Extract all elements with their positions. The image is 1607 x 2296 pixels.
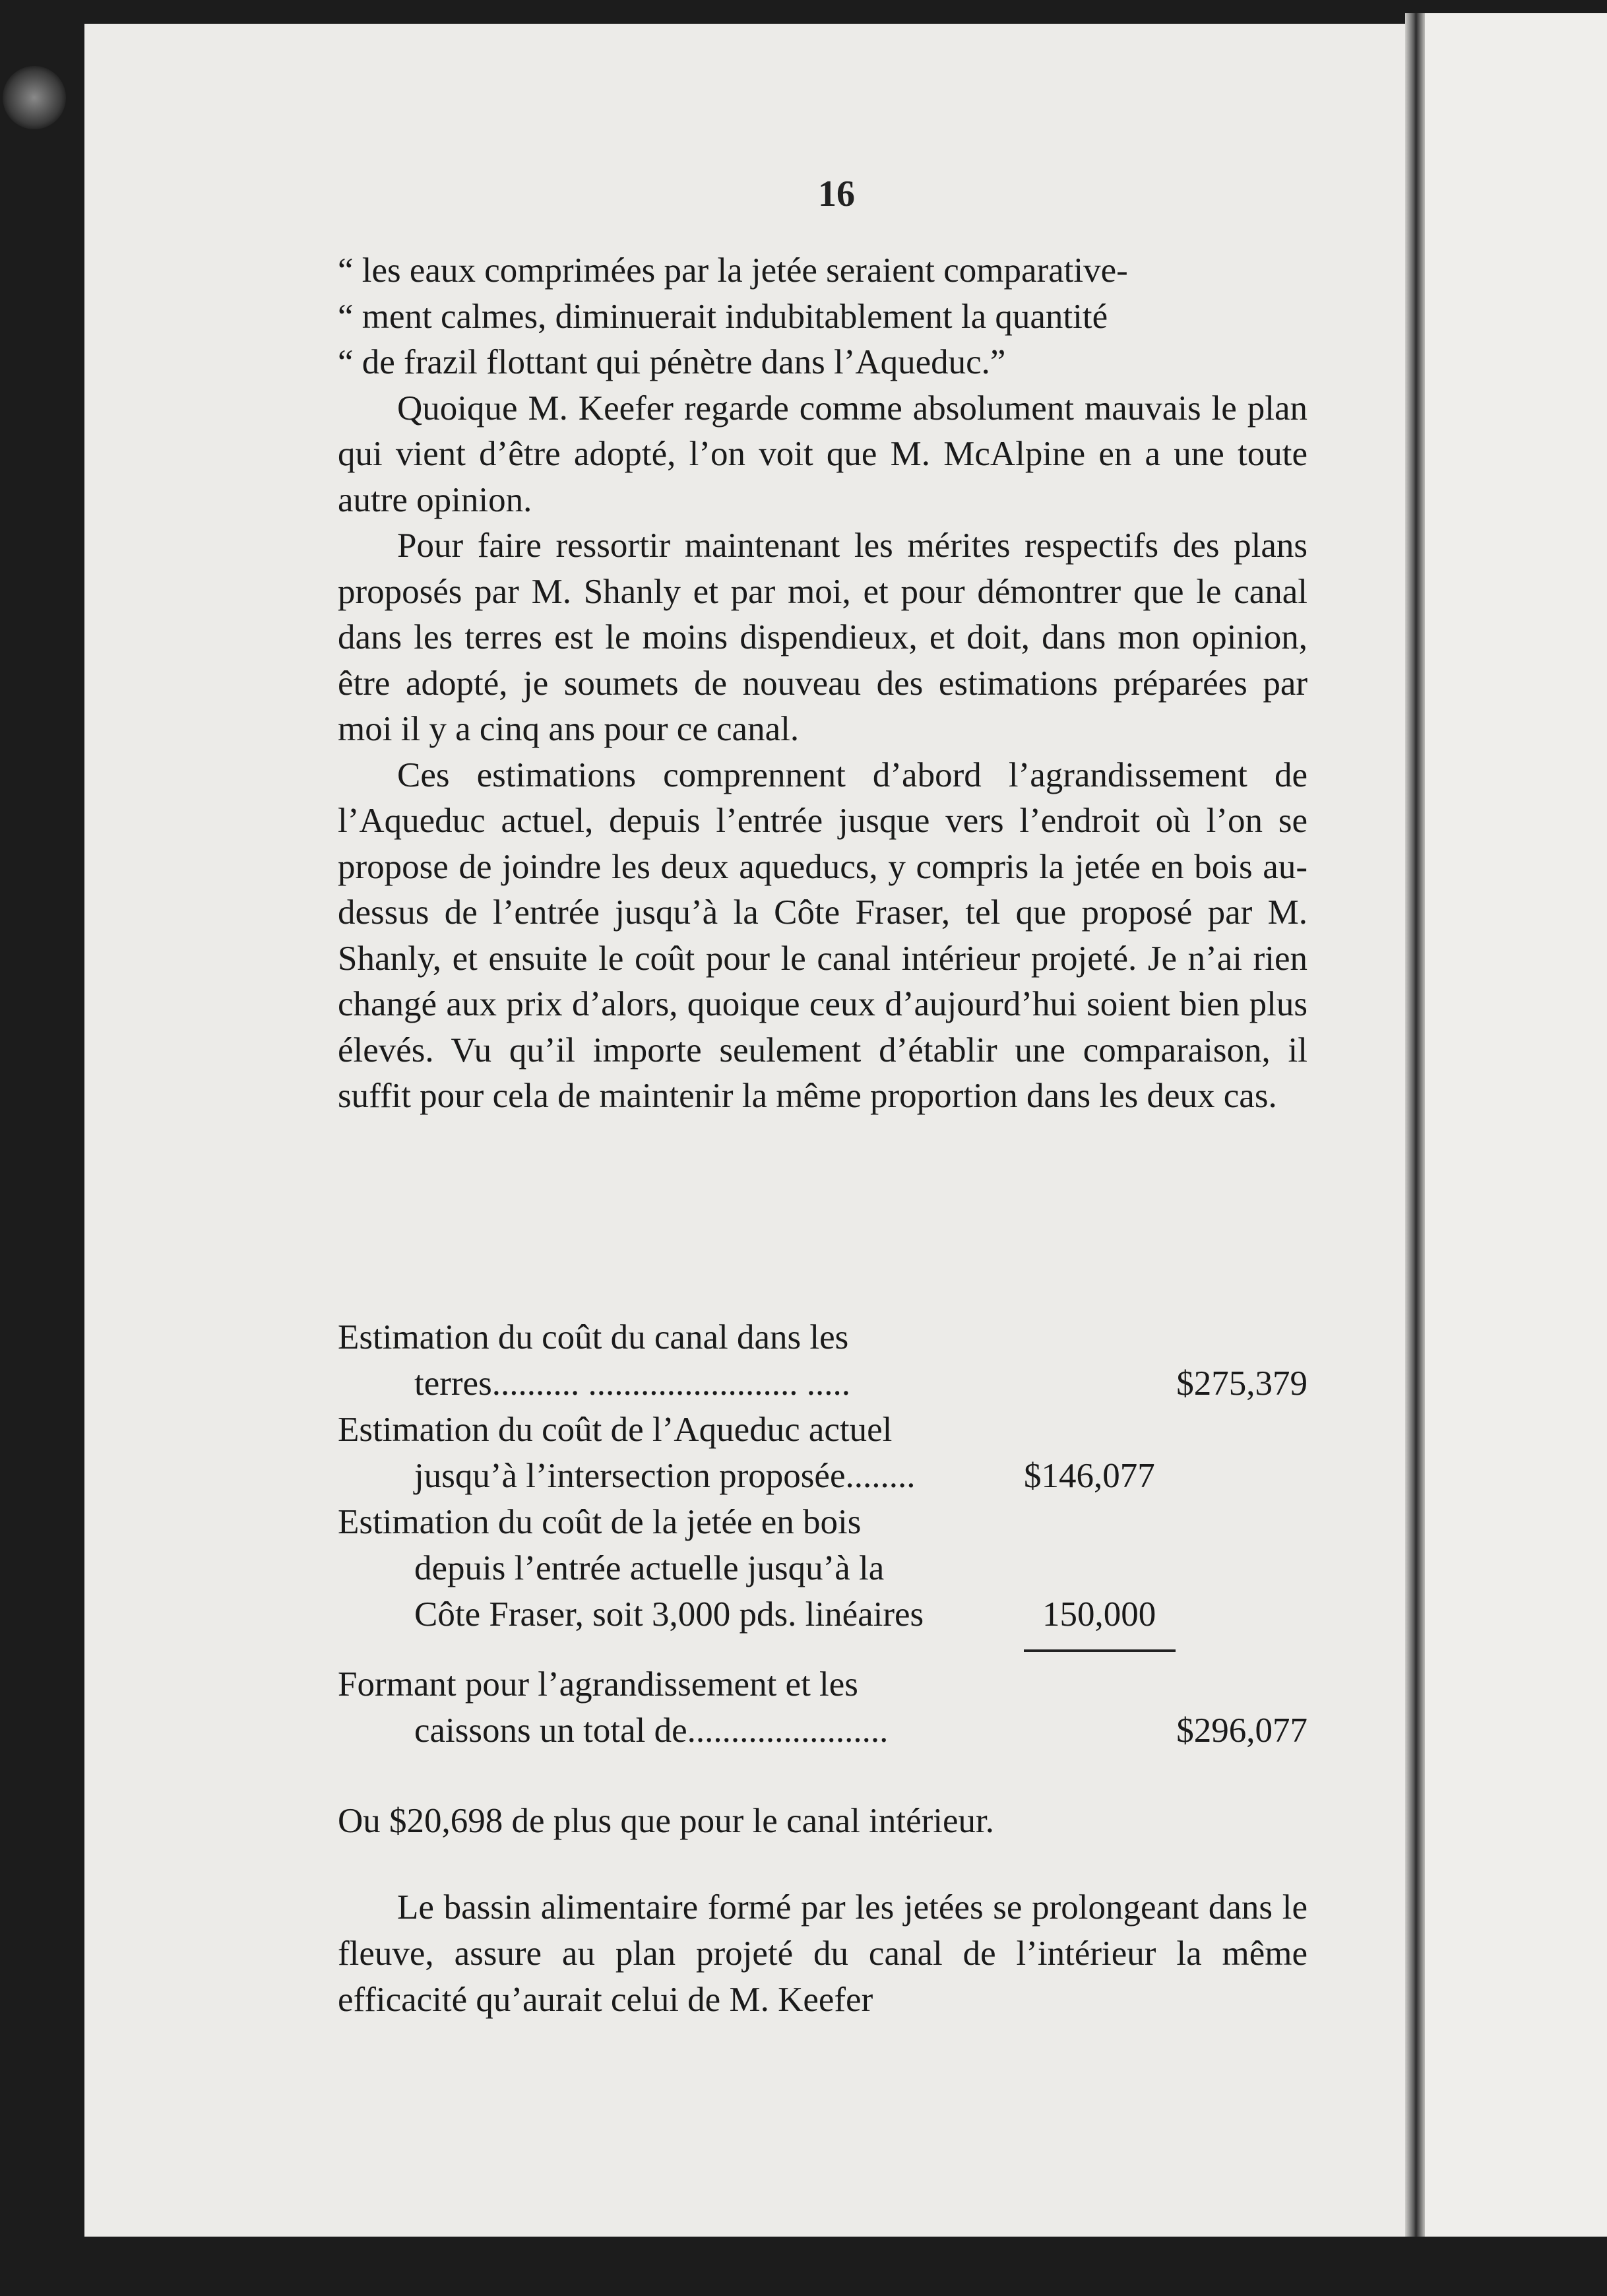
page-number: 16 xyxy=(818,174,855,214)
estimate-label: caissons un total de....................... xyxy=(414,1711,889,1750)
estimate-canal xyxy=(338,1314,1308,1407)
estimate-label: Estimation du coût de la jetée en bois xyxy=(338,1503,862,1541)
paragraph-bassin: Le bassin alimentaire formé par les jetées se prolongeant dans le fleuve, assure au plan projeté du canal de l’intérieur la même efficacité qu’aurait celui de M. Keefer xyxy=(338,1888,1308,2019)
body-text xyxy=(338,248,1308,1120)
sum-rule xyxy=(1024,1649,1176,1652)
quote-line: “ les eaux comprimées par la jetée seraient comparative- xyxy=(338,251,1128,290)
estimate-label: Estimation du coût de l’Aqueduc actuel xyxy=(338,1411,893,1449)
right-page xyxy=(1425,13,1607,2237)
ink-blot xyxy=(3,66,66,129)
estimate-amount: $146,077 xyxy=(1024,1457,1155,1495)
cost-estimates xyxy=(338,1314,1308,1754)
estimate-label: Formant pour l’agrandissement et les xyxy=(338,1665,858,1704)
quote-line: “ ment calmes, diminuerait indubitablement la quantité xyxy=(338,297,1108,336)
estimate-label: depuis l’entrée actuelle jusqu’à la xyxy=(414,1549,885,1587)
estimate-jetee xyxy=(338,1499,1308,1638)
estimate-amount: $275,379 xyxy=(1176,1364,1308,1403)
quote-line: “ de frazil flottant qui pénètre dans l’Aqueduc.” xyxy=(338,343,1006,381)
estimate-aqueduc xyxy=(338,1407,1308,1499)
conclusion-line: Ou $20,698 de plus que pour le canal intérieur. xyxy=(338,1802,994,1840)
page-fold xyxy=(1405,13,1425,2237)
estimate-label: terres.......... ........................ ..... xyxy=(414,1364,850,1403)
paragraph-merits: Pour faire ressortir maintenant les mérites respectifs des plans proposés par M. Shanly et par moi, et pour démontrer que le canal dans les terres est le moins dispendieux, et doit, dans mon opinion, être adopté, je soumets de nouveau des estimations préparées par moi il y a cinq ans pour ce canal. xyxy=(338,526,1308,748)
paragraph-estimations: Ces estimations comprennent d’abord l’agrandissement de l’Aqueduc actuel, depuis l’entrée jusque vers l’endroit où l’on se propose de joindre les deux aqueducs, y compris la jetée en bois au-dessus de l’entrée jusqu’à la Côte Fraser, tel que proposé par M. Shanly, et ensuite le coût pour le canal intérieur projeté. Je n’ai rien changé aux prix d’alors, quoique ceux d’aujourd’hui soient bien plus élevés. Vu qu’il importe seulement d’établir une comparaison, il suffit pour cela de maintenir la même proportion dans les deux cas. xyxy=(338,755,1308,1115)
estimate-label: jusqu’à l’intersection proposée........ xyxy=(414,1457,916,1495)
estimate-total xyxy=(338,1661,1308,1754)
estimate-amount: 150,000 xyxy=(1042,1595,1156,1634)
closing-text xyxy=(338,1884,1308,2023)
estimate-amount: $296,077 xyxy=(1176,1711,1308,1750)
paragraph-keefer: Quoique M. Keefer regarde comme absolument mauvais le plan qui vient d’être adopté, l’on voit que M. McAlpine en a une toute autre opinion. xyxy=(338,389,1308,519)
estimate-label: Côte Fraser, soit 3,000 pds. linéaires xyxy=(414,1595,924,1634)
estimate-label: Estimation du coût du canal dans les xyxy=(338,1318,849,1356)
